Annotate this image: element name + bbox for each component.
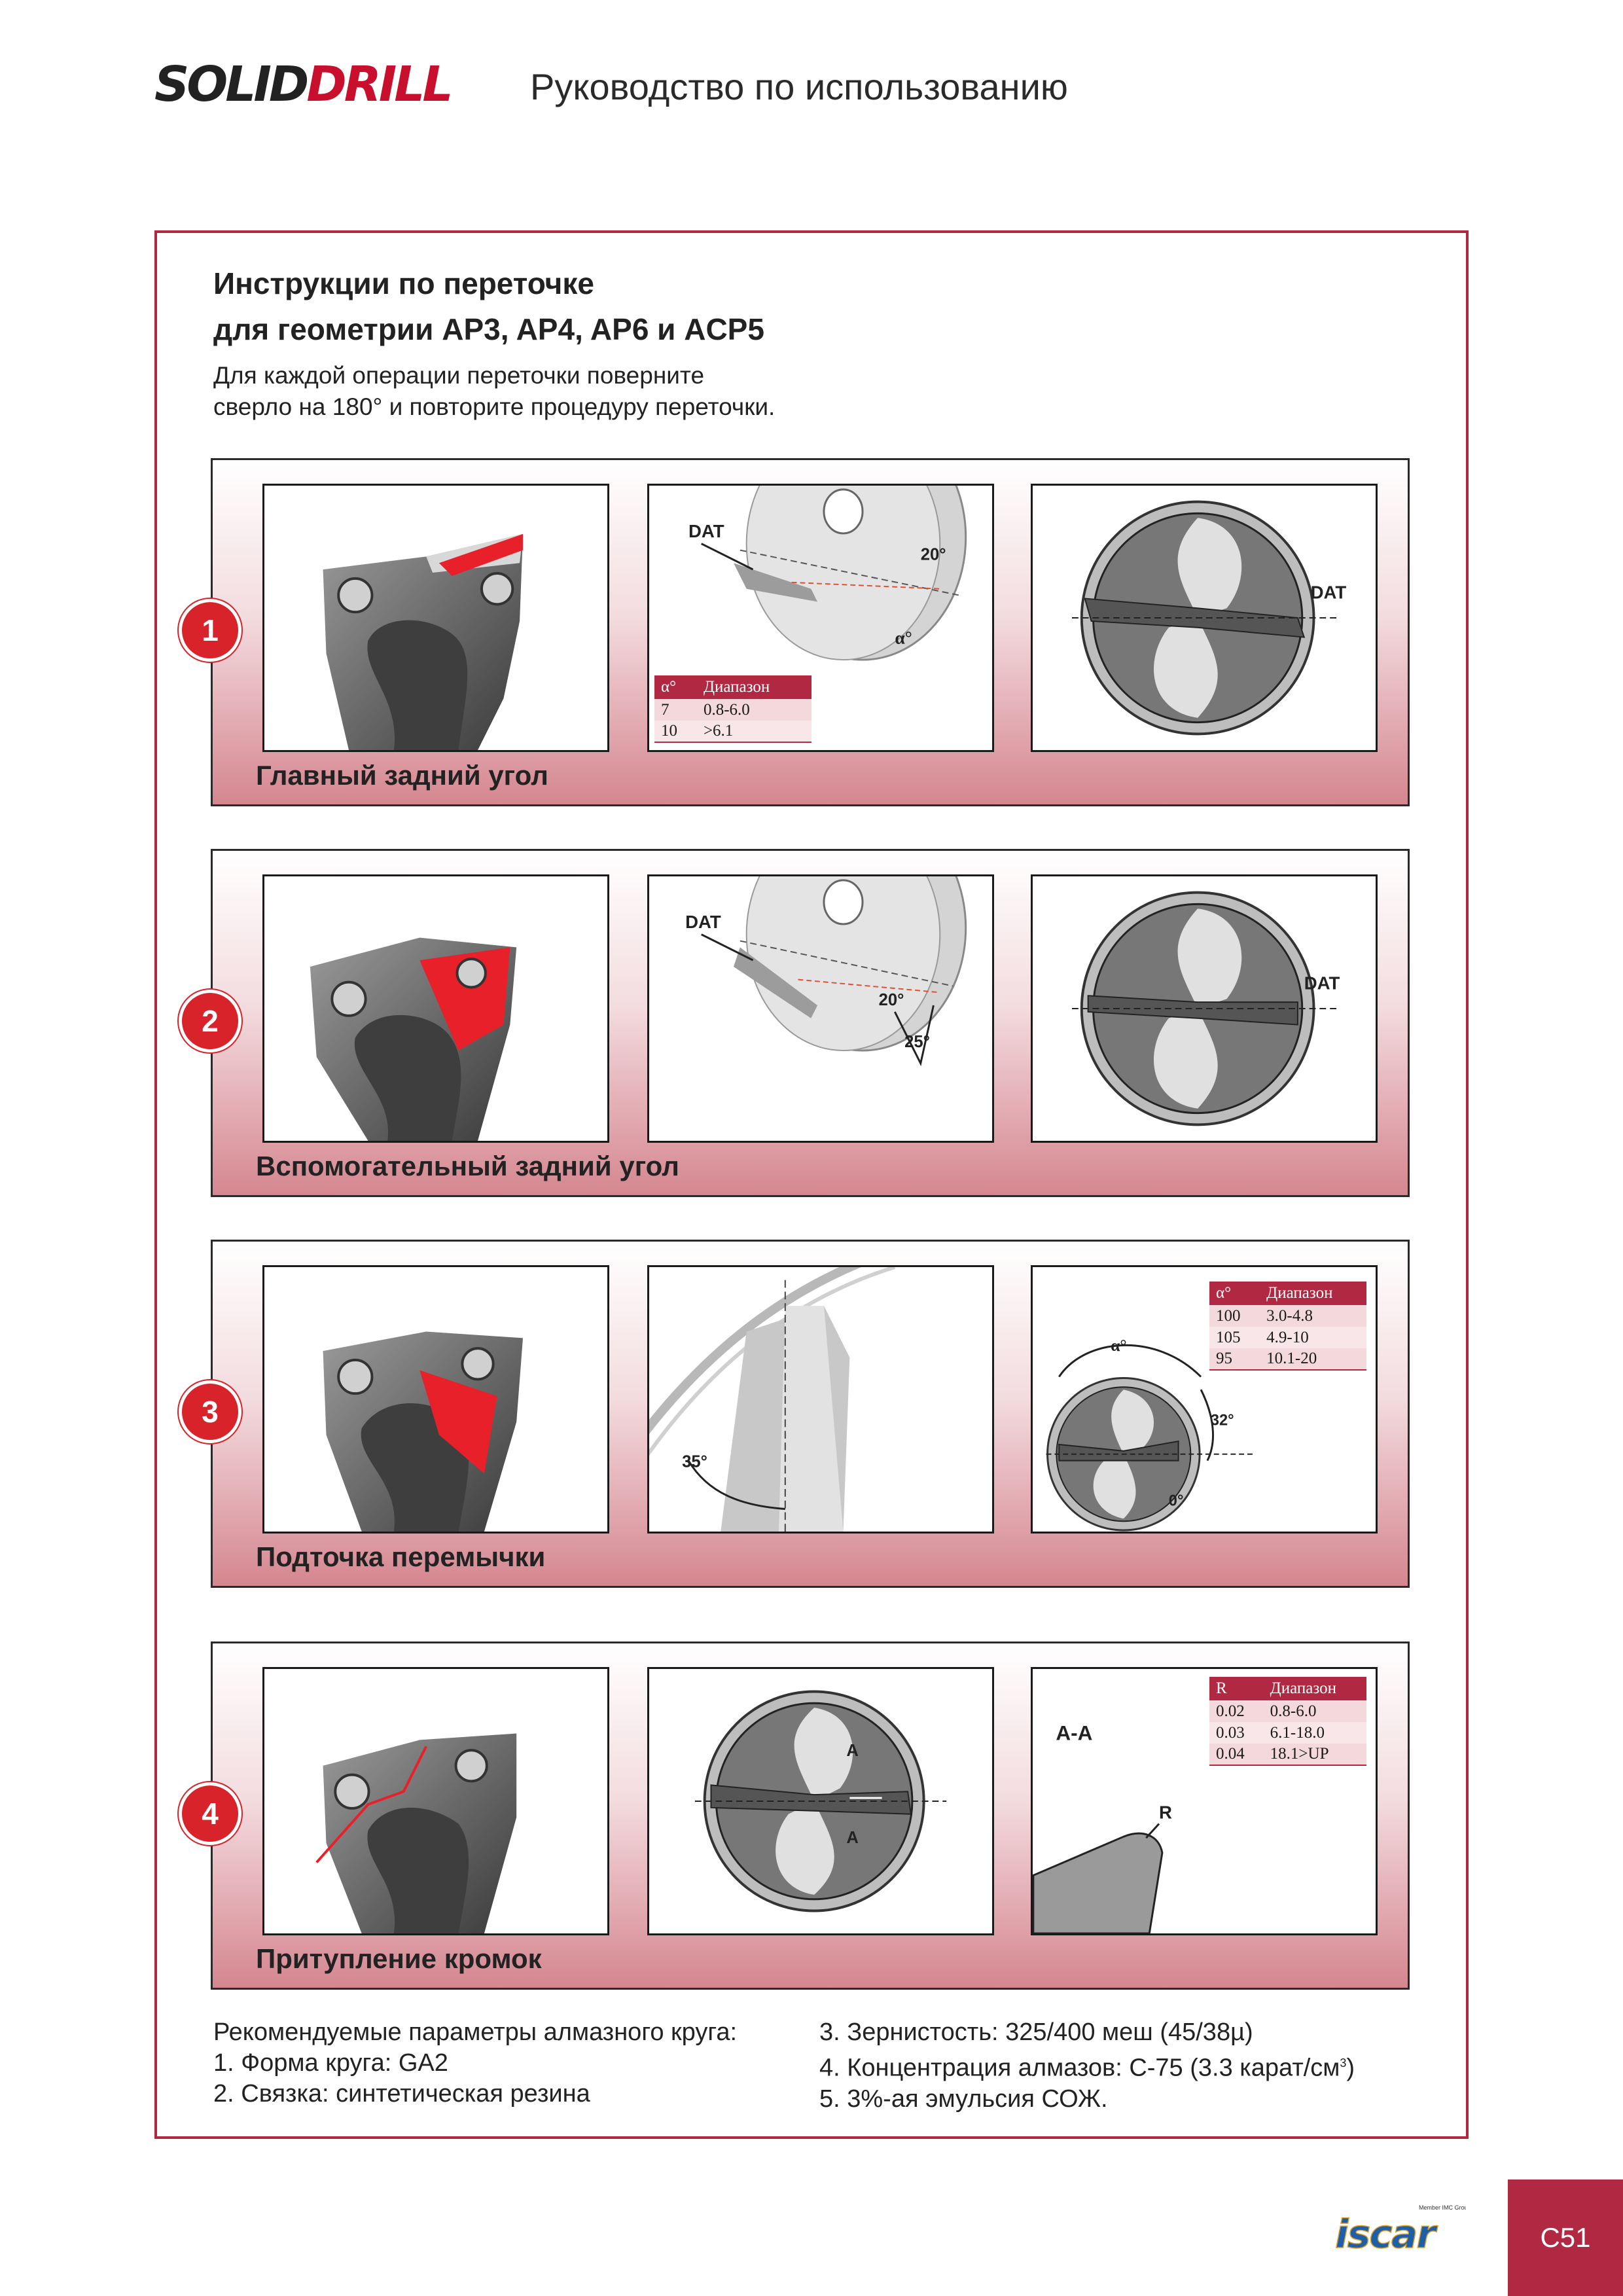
section-aa-label: A-A (1056, 1721, 1093, 1745)
step-panel-1 (202, 458, 1410, 806)
params-item: 3. Зернистость: 325/400 меш (45/38µ) (819, 2018, 1253, 2046)
web-thinning-svg (649, 1267, 992, 1532)
superscript-3: 3 (1340, 2056, 1347, 2070)
end-view-svg (1033, 876, 1376, 1141)
table-cell: 0.8-6.0 (697, 699, 812, 721)
params-heading: Рекомендуемые параметры алмазного круга: (213, 2018, 738, 2046)
drill-end-view-2 (1031, 874, 1378, 1143)
table-cell: 4.9-10 (1260, 1327, 1366, 1348)
table-header-range: Диапазон (697, 675, 812, 699)
section-a-bottom-label: A (846, 1829, 859, 1848)
drill-tip-illustration-2 (262, 874, 609, 1143)
brand-logo (154, 56, 451, 113)
params-item-text: 4. Концентрация алмазов: С-75 (3.3 карат/см (819, 2054, 1340, 2082)
thinning-angle-table (1209, 1282, 1366, 1371)
table-header-alpha: α° (654, 675, 697, 699)
table-cell: 3.0-4.8 (1260, 1305, 1366, 1327)
table-header-range: Диапазон (1260, 1282, 1366, 1305)
alpha-label: α° (895, 627, 912, 648)
table-header-range: Диапазон (1264, 1677, 1366, 1700)
alpha-label: α° (1111, 1336, 1127, 1355)
wheel-params-right (819, 2017, 1355, 2115)
table-header-r: R (1209, 1677, 1264, 1700)
drill-tip-svg (264, 1669, 607, 1933)
brand-solid: SOLID (154, 56, 307, 113)
step-caption-1: Главный задний угол (256, 760, 548, 791)
table-cell: 0.02 (1209, 1700, 1264, 1722)
closing-paren: ) (1346, 2054, 1355, 2082)
params-item-concentration (819, 2048, 1355, 2084)
table-cell: 0.8-6.0 (1264, 1700, 1366, 1722)
drill-tip-illustration-3 (262, 1265, 609, 1534)
edge-section-view (1031, 1667, 1378, 1935)
table-cell: 18.1>UP (1264, 1744, 1366, 1765)
step-panel-2 (202, 849, 1410, 1197)
hone-radius-table (1209, 1677, 1366, 1766)
angle-20-label: 20° (920, 545, 946, 564)
web-thinning-end-view (1031, 1265, 1378, 1534)
drill-tip-svg (264, 876, 607, 1141)
table-cell: 7 (654, 699, 697, 721)
title-line-2: для геометрии AP3, AP4, AP6 и ACP5 (213, 312, 764, 346)
step-caption-4: Притупление кромок (256, 1943, 542, 1974)
table-cell: >6.1 (697, 721, 812, 742)
grinding-wheel-diagram-2 (647, 874, 994, 1143)
drill-tip-svg (264, 1267, 607, 1532)
step-number-1: 1 (179, 599, 241, 662)
angle-25-label: 25° (904, 1033, 930, 1052)
intro-text (213, 360, 775, 423)
dat-label: DAT (688, 520, 724, 541)
step-number-4: 4 (179, 1782, 241, 1845)
drill-end-view-1 (1031, 484, 1378, 752)
grinding-wheel-diagram-1 (647, 484, 994, 752)
table-cell: 0.03 (1209, 1722, 1264, 1744)
intro-line-1: Для каждой операции переточки поверните (213, 362, 705, 389)
page-title (213, 260, 764, 352)
table-header-alpha: α° (1209, 1282, 1260, 1305)
step-number-3: 3 (179, 1380, 241, 1443)
brand-drill: DRILL (306, 56, 451, 113)
params-item: 1. Форма круга: GA2 (213, 2049, 448, 2077)
web-thinning-diagram (647, 1265, 994, 1534)
table-cell: 100 (1209, 1305, 1260, 1327)
dat-label: DAT (685, 911, 721, 932)
section-a-top-label: A (846, 1742, 859, 1761)
params-item: 2. Связка: синтетическая резина (213, 2080, 590, 2108)
step-caption-3: Подточка перемычки (256, 1541, 546, 1572)
intro-line-2: сверло на 180° и повторите процедуру переточки. (213, 393, 776, 420)
step-caption-2: Вспомогательный задний угол (256, 1151, 679, 1181)
angle-0-label: 0° (1168, 1492, 1184, 1510)
grinding-wheel-svg (649, 876, 992, 1141)
edge-honing-end-view (647, 1667, 994, 1935)
clearance-angle-table (654, 675, 812, 743)
angle-35-label: 35° (682, 1452, 707, 1471)
step-panel-3 (202, 1240, 1410, 1588)
angle-20-label: 20° (878, 991, 904, 1010)
iscar-logo (1335, 2199, 1466, 2258)
header-title: Руководство по использованию (530, 66, 1068, 107)
drill-tip-illustration-1 (262, 484, 609, 752)
radius-label: R (1159, 1802, 1172, 1823)
end-view-svg (649, 1669, 992, 1933)
drill-tip-illustration-4 (262, 1667, 609, 1935)
page-number: C51 (1508, 2179, 1623, 2296)
iscar-logo-svg (1335, 2199, 1466, 2258)
title-line-1: Инструкции по переточке (213, 266, 594, 300)
dat-label: DAT (1310, 582, 1347, 603)
step-panel-4 (202, 1641, 1410, 1990)
drill-tip-svg (264, 486, 607, 750)
table-cell: 6.1-18.0 (1264, 1722, 1366, 1744)
table-cell: 95 (1209, 1348, 1260, 1370)
table-cell: 10 (654, 721, 697, 742)
wheel-params-left (213, 2017, 737, 2109)
angle-32-label: 32° (1210, 1412, 1234, 1429)
step-number-2: 2 (179, 990, 241, 1052)
table-cell: 0.04 (1209, 1744, 1264, 1765)
end-view-svg (1033, 486, 1376, 750)
logo-tagline: Member IMC Group (1419, 2204, 1466, 2211)
logo-text: iscar (1335, 2212, 1435, 2257)
params-item: 5. 3%-ая эмульсия СОЖ. (819, 2085, 1108, 2113)
table-cell: 105 (1209, 1327, 1260, 1348)
dat-label: DAT (1304, 973, 1340, 994)
table-cell: 10.1-20 (1260, 1348, 1366, 1370)
